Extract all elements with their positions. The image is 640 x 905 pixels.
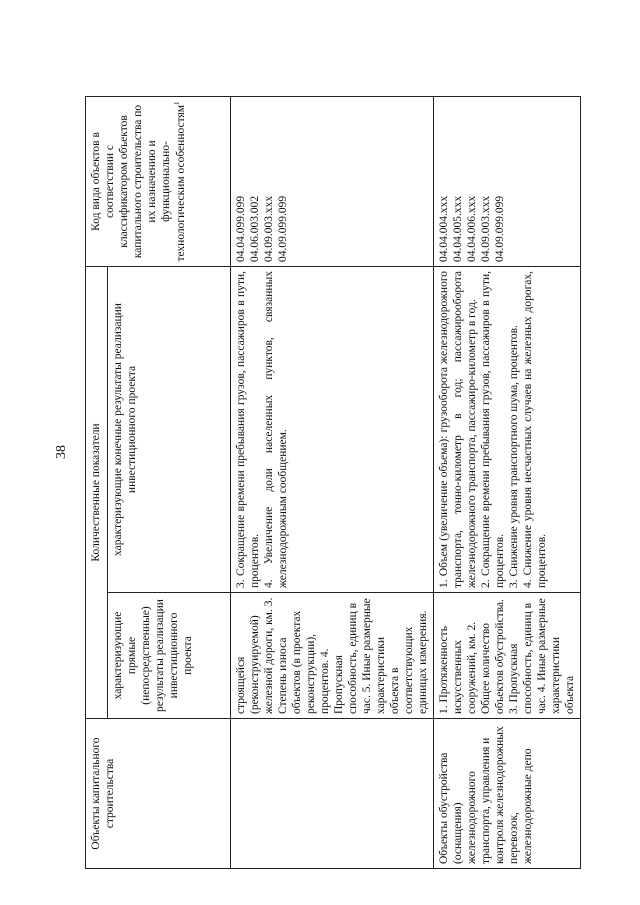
page-number: 38 <box>54 445 69 459</box>
row1-final-item: 4. Увеличение доли населенных пунктов, связанных железнодорожным сообщением. <box>263 270 290 588</box>
row2-code: 04.09.003.xxx <box>480 195 493 262</box>
row2-code: 04.04.004.xxx <box>438 195 451 262</box>
rotated-table-container <box>85 97 581 869</box>
row2-code: 04.04.006.xxx <box>466 195 479 262</box>
row1-code: 04.06.003.002 <box>249 195 262 262</box>
row2-object: Объекты обустройства (оснащения) железнодорожного транспорта, управления и контроля железнодорожных перевозок, железнодорожные депо <box>434 719 581 869</box>
row1-code: 04.04.099.099 <box>235 195 247 262</box>
row1-final <box>231 266 434 592</box>
header-quantitative: Количественные показатели <box>86 266 108 718</box>
row1-final-item: 3. Сокращение времени пребывания грузов, пассажиров в пути, процентов. <box>235 270 262 588</box>
row1-code: 04.09.003.xxx <box>263 195 276 262</box>
row1-direct: строящейся (реконструируемой) железной дороги, км. 3. Степень износа объектов (в проектах реконструкции), процентов. 4. Пропускная способность, единиц в час. 5. Иные размерные характеристики объекта в соответствующих единицах измерения. <box>231 593 434 719</box>
table-row <box>434 96 581 868</box>
row2-final-item: 3. Снижение уровня транспортного шума, процентов. <box>508 325 521 588</box>
header-code-text: Код вида объектов в соответствии с классификатором объектов капитального строительства по их назначению и функционально-технологическим особенностям <box>90 104 187 262</box>
row2-code: 04.04.005.xxx <box>452 195 465 262</box>
header-code <box>86 96 231 266</box>
row2-direct: 1. Протяженность искусственных сооружений, км. 2. Общее количество объектов обустройства. 3. Пропускная способность, единиц в час. 4. Иные размерные характеристики объекта <box>434 593 581 719</box>
header-direct-results: характеризующие прямые (непосредственные) результаты реализации инвестиционного проекта <box>108 593 231 719</box>
row2-final-item: 4. Снижение уровня несчастных случаев на железных дорогах, процентов. <box>522 270 549 588</box>
row2-final-item: 2. Сокращение времени пребывания грузов, пассажиров в пути, процентов. <box>480 270 507 588</box>
header-final-results: характеризующие конечные результаты реализации инвестиционного проекта <box>108 266 231 592</box>
row2-codes <box>434 96 581 266</box>
row2-code: 04.09.099.099 <box>494 195 507 262</box>
row1-codes <box>231 96 434 266</box>
footnote-mark: 1 <box>173 101 182 105</box>
header-objects: Объекты капитального строительства <box>86 719 231 869</box>
row2-final-item: 1. Объем (увеличение объема): грузооборота железнодорожного транспорта, тонно-километр в год; пассажирооборота железнодорожного транспорта, пассажиро-километр в год. <box>438 270 479 588</box>
row1-object <box>231 719 434 869</box>
row2-final <box>434 266 581 592</box>
indicators-table <box>85 96 581 869</box>
row1-code: 04.09.099.099 <box>277 195 290 262</box>
table-row <box>231 96 434 868</box>
